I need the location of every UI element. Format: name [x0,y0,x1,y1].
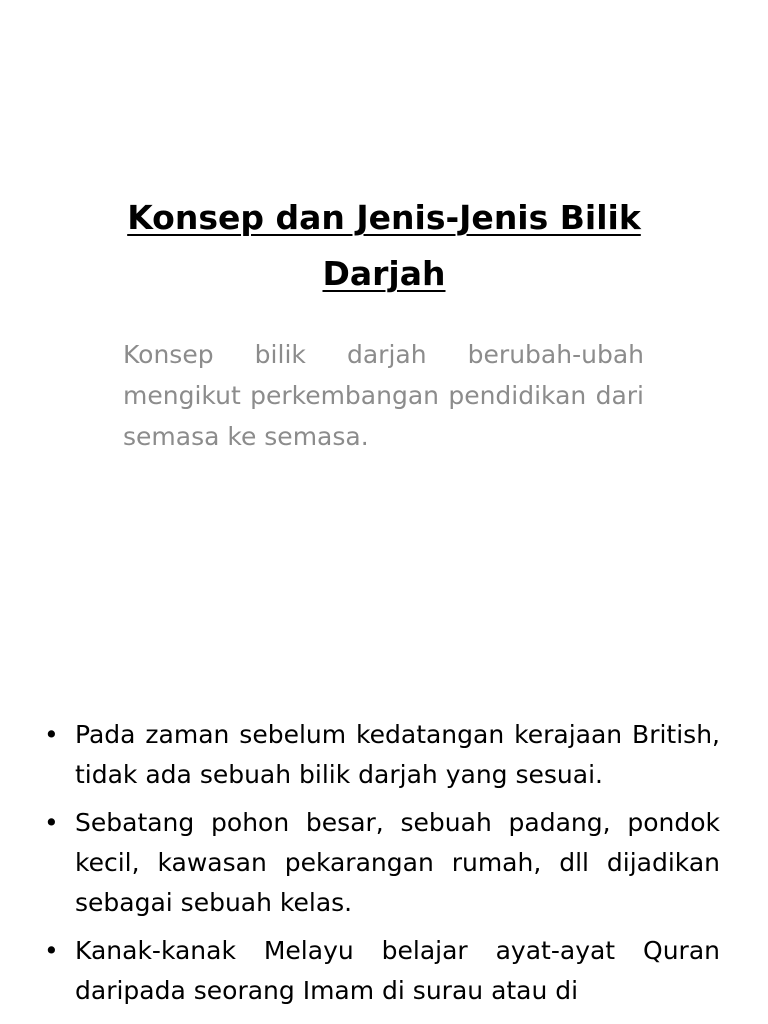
bullet-text: Sebatang pohon besar, sebuah padang, pondok kecil, kawasan pekarangan rumah, dll dijadikan sebagai sebuah kelas. [75,808,720,917]
bullet-list [0,715,768,1019]
slide-subtitle: Konsep bilik darjah berubah-ubah mengikut perkembangan pendidikan dari semasa ke semasa. [123,340,644,451]
bullet-item [0,803,768,923]
bullet-icon: • [44,808,59,837]
bullet-text: Kanak-kanak Melayu belajar ayat-ayat Quran daripada seorang Imam di surau atau di [75,936,720,1005]
bullet-icon: • [44,936,59,965]
bullet-icon: • [44,720,59,749]
slide-title: Konsep dan Jenis-Jenis Bilik Darjah [127,198,641,293]
bullet-item [0,931,768,1011]
bullet-text: Pada zaman sebelum kedatangan kerajaan British, tidak ada sebuah bilik darjah yang sesuai. [75,720,720,789]
bullet-item [0,715,768,795]
slide-2 [0,690,768,1024]
